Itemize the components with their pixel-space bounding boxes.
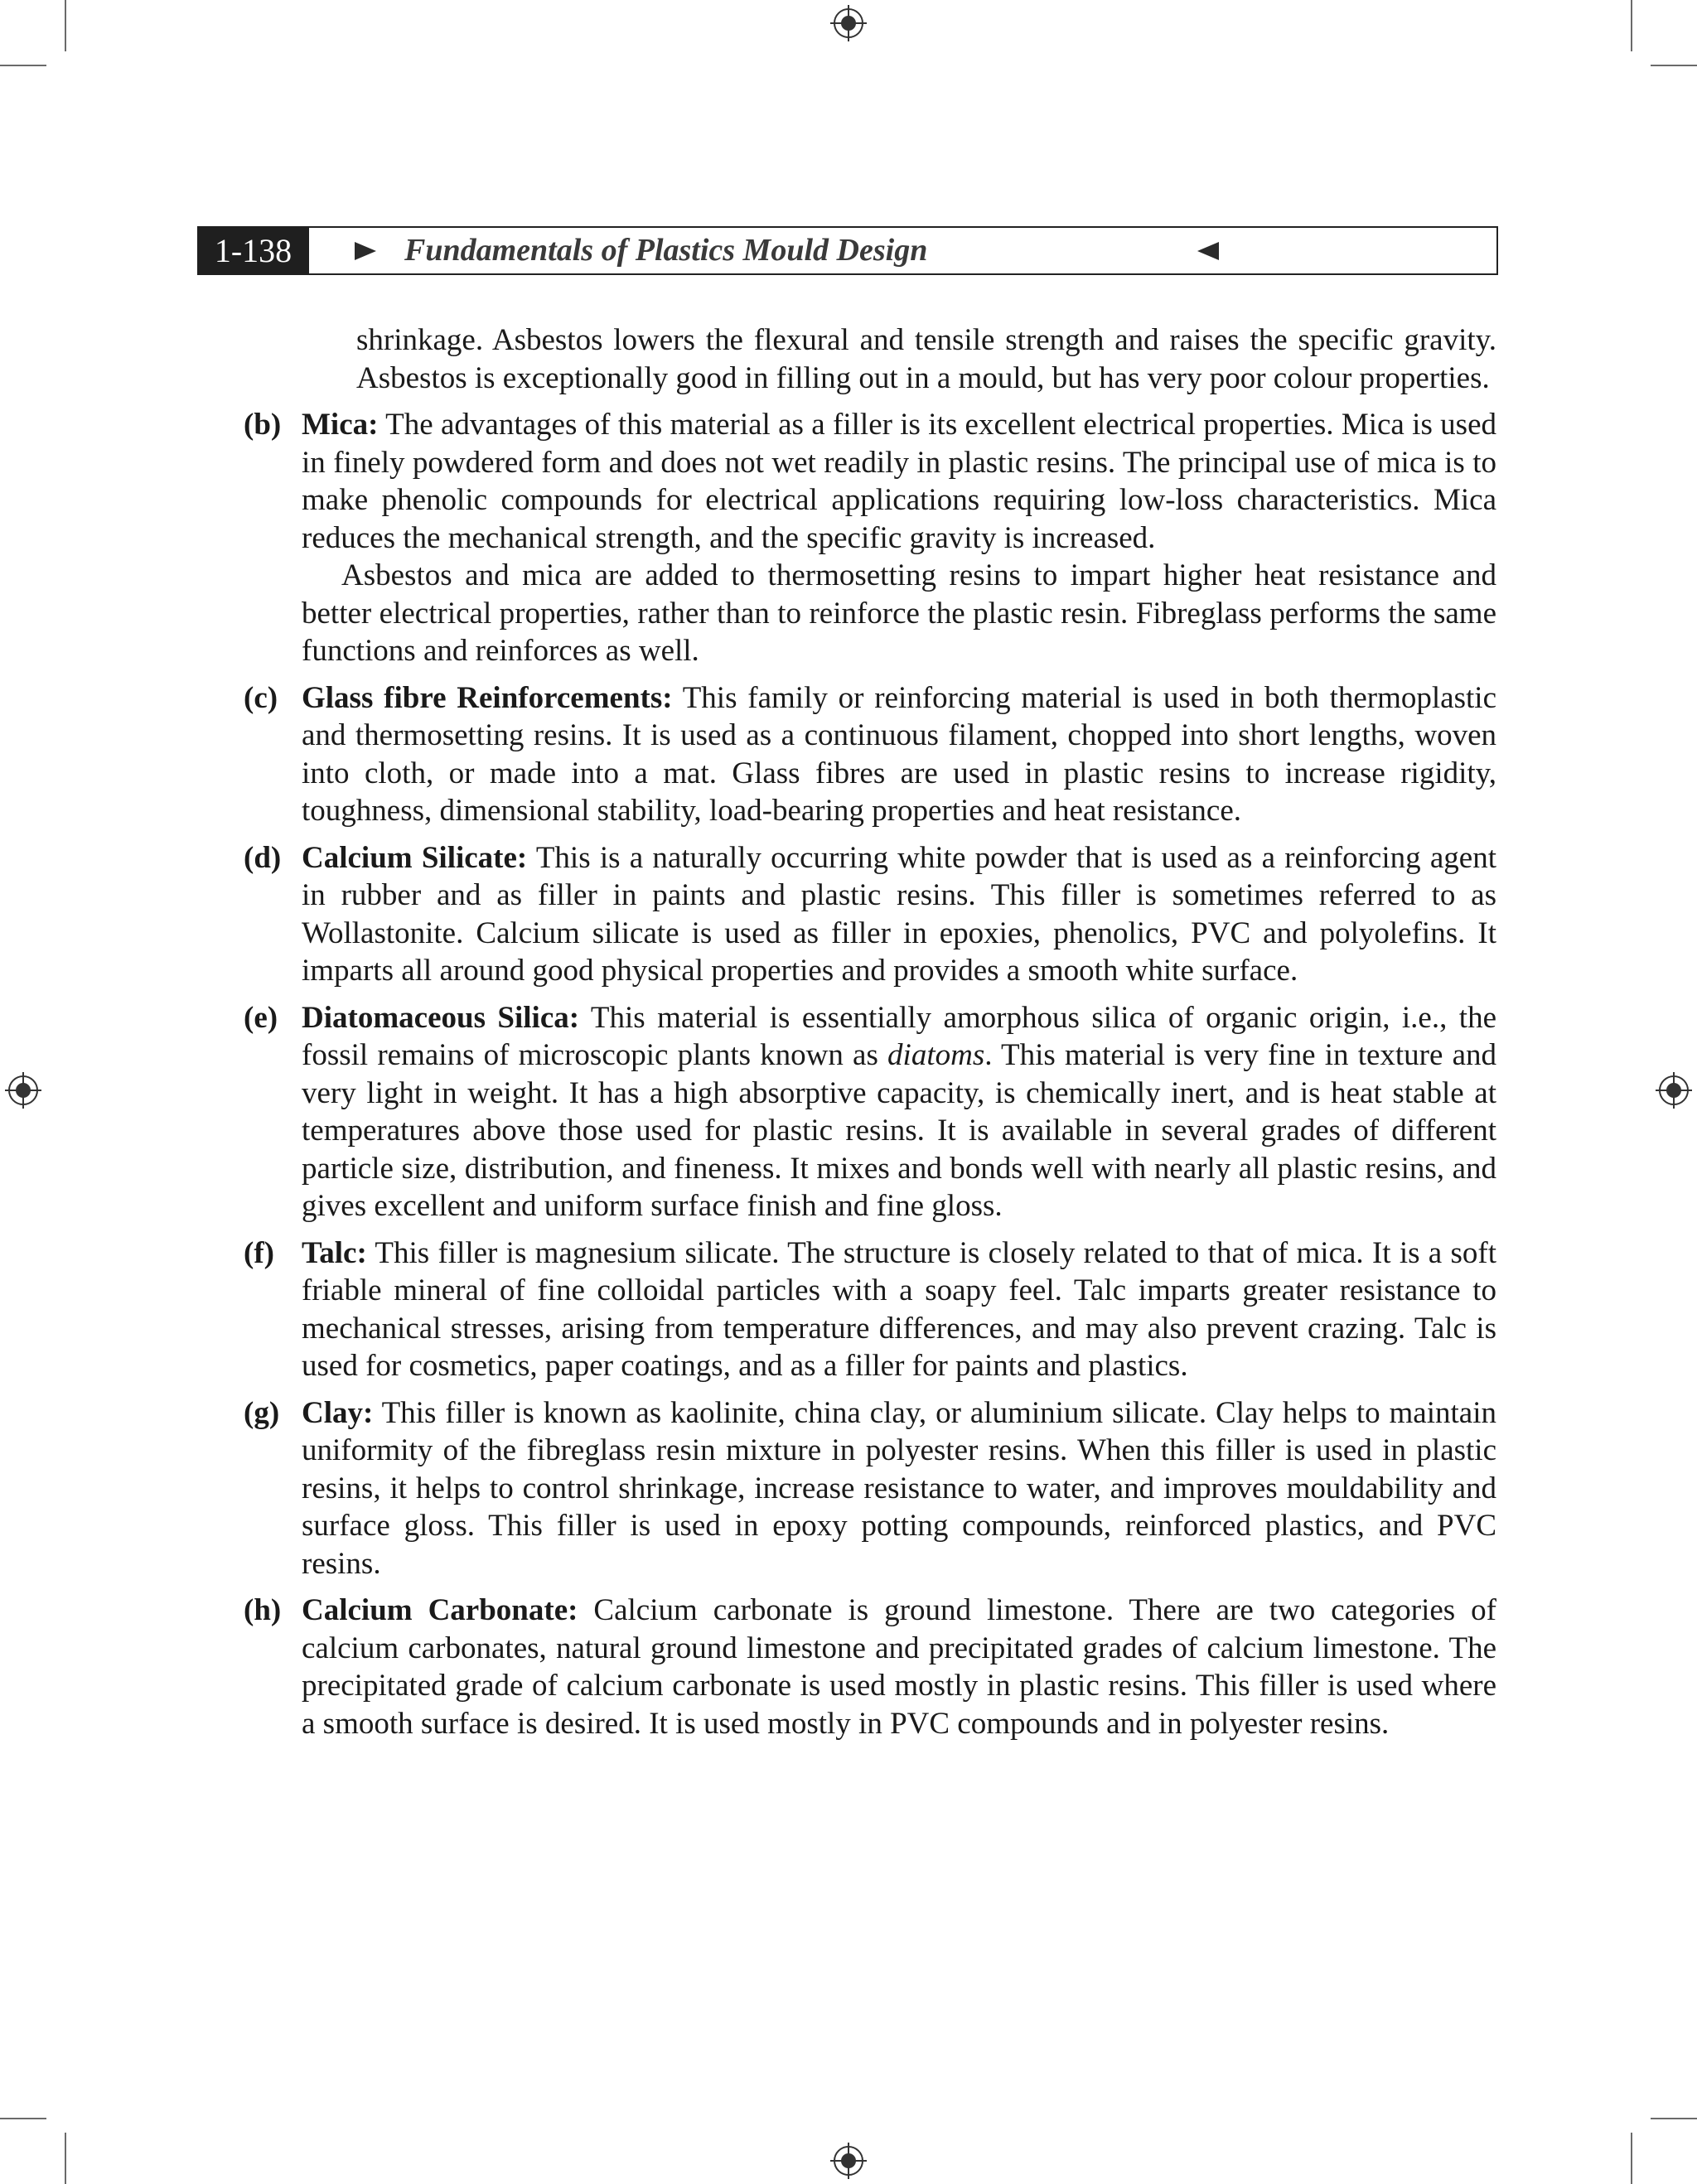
item-text: This filler is known as kaolinite, china clay, or aluminium silicate. Clay helps to maintain uniformity of the fibreglass resin mixture in polyester resins. When this filler is used in plastic resins, it helps to control shrinkage, increase resistance to water, and improves mouldability and surface gloss. This filler is used in epoxy potting compounds, reinforced plastics, and PVC resins.: [302, 1395, 1496, 1581]
item-term: Talc:: [302, 1235, 367, 1270]
crop-mark-top-right: [1631, 0, 1632, 51]
registration-mark-bottom-icon: [830, 2143, 867, 2179]
item-label: (d): [244, 840, 282, 875]
item-term: Diatomaceous Silica:: [302, 1000, 580, 1035]
item-label: (c): [244, 680, 278, 715]
arrow-left-icon: [1197, 242, 1219, 260]
crop-mark-top-right-h: [1651, 65, 1697, 66]
item-paragraph: [302, 406, 1496, 557]
registration-mark-left-icon: [5, 1072, 41, 1109]
item-label: (h): [244, 1593, 282, 1627]
crop-mark-bottom-right: [1631, 2133, 1632, 2184]
item-label: (g): [244, 1395, 280, 1430]
item-label: (f): [244, 1235, 274, 1270]
page-number: 1-138: [197, 226, 309, 275]
running-header: [197, 226, 1498, 275]
list-item-calcium-carbonate: [244, 1592, 1497, 1742]
item-text: The advantages of this material as a filler is its excellent electrical properties. Mica is used in finely powdered form and does not wet readily in plastic resins. The principal use of mica is to make phenolic compounds for electrical applications requiring low-loss characteristics. Mica reduces the mechanical strength, and the specific gravity is increased.: [302, 408, 1496, 555]
registration-mark-right-icon: [1656, 1072, 1692, 1109]
item-label: (e): [244, 1000, 278, 1035]
intro-paragraph: shrinkage. Asbestos lowers the flexural and tensile strength and raises the specific gravity. Asbestos is exceptionally good in filling out in a mould, but has very poor colour properties.: [356, 323, 1496, 395]
list-item-glass-fibre: [244, 679, 1496, 830]
list-item-diatomaceous-silica: [244, 999, 1497, 1225]
page-content: [244, 321, 1497, 1742]
item-text: This material is essentially amorphous silica of organic origin, i.e., the fossil remains of microscopic plants known as: [302, 1000, 1496, 1072]
item-term: Clay:: [302, 1395, 374, 1430]
item-paragraph: [302, 999, 1496, 1225]
book-title: Fundamentals of Plastics Mould Design: [404, 233, 928, 268]
item-paragraph: [302, 1394, 1496, 1583]
list-item-calcium-silicate: [244, 839, 1496, 990]
crop-mark-top-left: [65, 0, 66, 51]
arrow-right-icon: [355, 242, 376, 260]
list-item-mica: [244, 406, 1496, 670]
list-item-clay: [244, 1394, 1496, 1583]
item-text: This filler is magnesium silicate. The structure is closely related to that of mica. It is a soft friable mineral of fine colloidal particles with a soapy feel. Talc imparts greater resistance to mechanical stresses, arising from temperature differences, and may also prevent crazing. Talc is used for cosmetics, paper coatings, and as a filler for paints and plastics.: [302, 1235, 1496, 1383]
header-title-box: [309, 226, 1498, 275]
item-label: (b): [244, 408, 282, 442]
item-text: This family or reinforcing material is used in both thermoplastic and thermosetting resins. It is used as a continuous filament, chopped into short lengths, woven into cloth, or made into a mat. Glass fibres are used in plastic resins to increase rigidity, toughness, dimensional stability, load-bearing properties and heat resistance.: [302, 680, 1496, 828]
item-text: This is a naturally occurring white powder that is used as a reinforcing agent in rubber and as filler in paints and plastic resins. This filler is sometimes referred to as Wollastonite. Calcium silicate is used as filler in epoxies, phenolics, PVC and polyolefins. It imparts all around good physical properties and provides a smooth white surface.: [302, 840, 1496, 988]
item-paragraph: [302, 1592, 1496, 1742]
crop-mark-bottom-left: [65, 2133, 66, 2184]
item-text-continued: . This material is very fine in texture and very light in weight. It has a high absorptive capacity, is chemically inert, and is heat stable at temperatures above those used for plastic resins. It is available in several grades of different particle size, distribution, and fineness. It mixes and bonds well with nearly all plastic resins, and gives excellent and uniform surface finish and fine gloss.: [302, 1038, 1497, 1223]
item-followup-paragraph: Asbestos and mica are added to thermosetting resins to impart higher heat resistance and better electrical properties, rather than to reinforce the plastic resin. Fibreglass performs the same functions and reinforces as well.: [302, 558, 1496, 668]
registration-mark-top-icon: [830, 5, 867, 41]
crop-mark-top-left-h: [0, 65, 46, 66]
item-paragraph: [302, 679, 1496, 830]
item-term: Calcium Carbonate:: [302, 1593, 578, 1627]
item-term: Glass fibre Reinforcements:: [302, 680, 673, 715]
crop-mark-bottom-left-h: [0, 2118, 46, 2119]
item-paragraph: [302, 1235, 1496, 1385]
crop-mark-bottom-right-h: [1651, 2118, 1697, 2119]
item-term: Calcium Silicate:: [302, 840, 528, 875]
item-paragraph: [302, 839, 1496, 990]
list-item-talc: [244, 1235, 1496, 1385]
item-term: Mica:: [302, 408, 379, 442]
item-text-italic: diatoms: [887, 1038, 985, 1072]
item-text: Calcium carbonate is ground limestone. There are two categories of calcium carbonates, natural ground limestone and precipitated grades of calcium limestone. The precipitated grade of calcium carbonate is used mostly in plastic resins. This filler is used where a smooth surface is desired. It is used mostly in PVC compounds and in polyester resins.: [302, 1593, 1497, 1741]
